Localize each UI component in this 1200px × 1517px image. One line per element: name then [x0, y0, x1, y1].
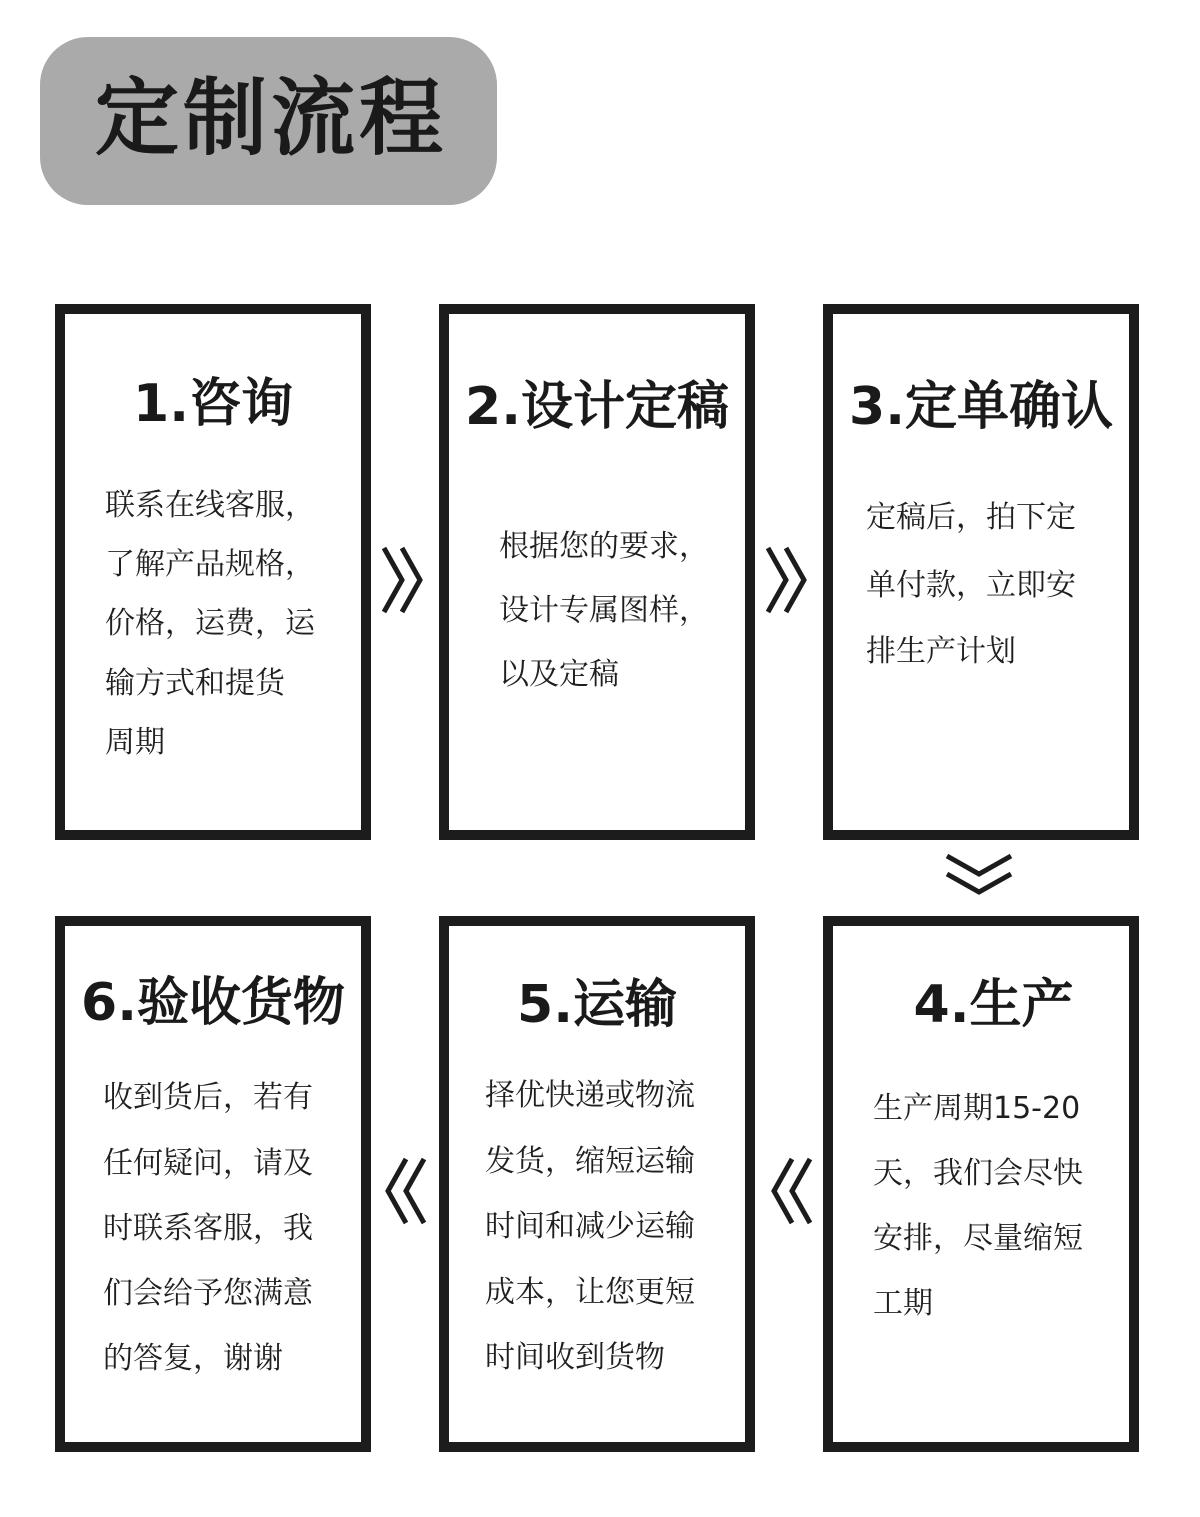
- step-3-title: 3.定单确认: [849, 377, 1113, 437]
- step-4-line-3: 安排，尽量缩短: [873, 1221, 1083, 1256]
- double-chevron-right-icon: [764, 545, 812, 615]
- step-1-line-4: 输方式和提货: [105, 666, 285, 701]
- step-2-line-3: 以及定稿: [499, 657, 619, 692]
- step-1-line-5: 周期: [105, 725, 165, 760]
- double-chevron-left-icon: [380, 1156, 428, 1226]
- step-6-line-5: 的答复，谢谢: [103, 1341, 283, 1376]
- double-chevron-left-icon: [766, 1156, 814, 1226]
- step-4-line-4: 工期: [873, 1286, 933, 1321]
- step-4-line-1: 生产周期15-20: [873, 1091, 1081, 1126]
- step-1-card: [55, 304, 371, 840]
- step-5-line-2: 发货，缩短运输: [485, 1144, 695, 1179]
- step-3-card: [823, 304, 1139, 840]
- step-4-line-2: 天，我们会尽快: [873, 1156, 1083, 1191]
- step-3-line-1: 定稿后，拍下定: [866, 500, 1076, 535]
- step-1-title: 1.咨询: [133, 374, 293, 434]
- step-6-title: 6.验收货物: [81, 973, 345, 1033]
- step-2-card: [439, 304, 755, 840]
- step-6-line-3: 时联系客服，我: [103, 1211, 313, 1246]
- step-5-line-1: 择优快递或物流: [485, 1078, 695, 1113]
- double-chevron-down-icon: [944, 852, 1014, 898]
- step-3-line-2: 单付款，立即安: [866, 568, 1076, 603]
- step-6-line-2: 任何疑问，请及: [103, 1146, 313, 1181]
- step-1-line-3: 价格，运费，运: [105, 606, 315, 641]
- step-5-line-5: 时间收到货物: [485, 1340, 665, 1375]
- step-4-card: [823, 916, 1139, 1452]
- step-6-line-1: 收到货后，若有: [103, 1080, 313, 1115]
- step-5-title: 5.运输: [517, 975, 677, 1035]
- step-3-line-3: 排生产计划: [866, 634, 1016, 669]
- step-5-line-4: 成本，让您更短: [485, 1275, 695, 1310]
- step-4-title: 4.生产: [913, 975, 1074, 1035]
- step-2-line-1: 根据您的要求，: [499, 529, 709, 564]
- step-1-line-1: 联系在线客服，: [105, 488, 315, 523]
- double-chevron-right-icon: [380, 545, 428, 615]
- step-6-line-4: 们会给予您满意: [103, 1276, 313, 1311]
- step-6-card: [55, 916, 371, 1452]
- step-2-line-2: 设计专属图样，: [499, 593, 709, 628]
- step-5-line-3: 时间和减少运输: [485, 1209, 695, 1244]
- step-5-card: [439, 916, 755, 1452]
- page-title: 定制流程: [95, 69, 448, 167]
- step-1-line-2: 了解产品规格，: [105, 547, 315, 582]
- step-2-title: 2.设计定稿: [465, 377, 729, 437]
